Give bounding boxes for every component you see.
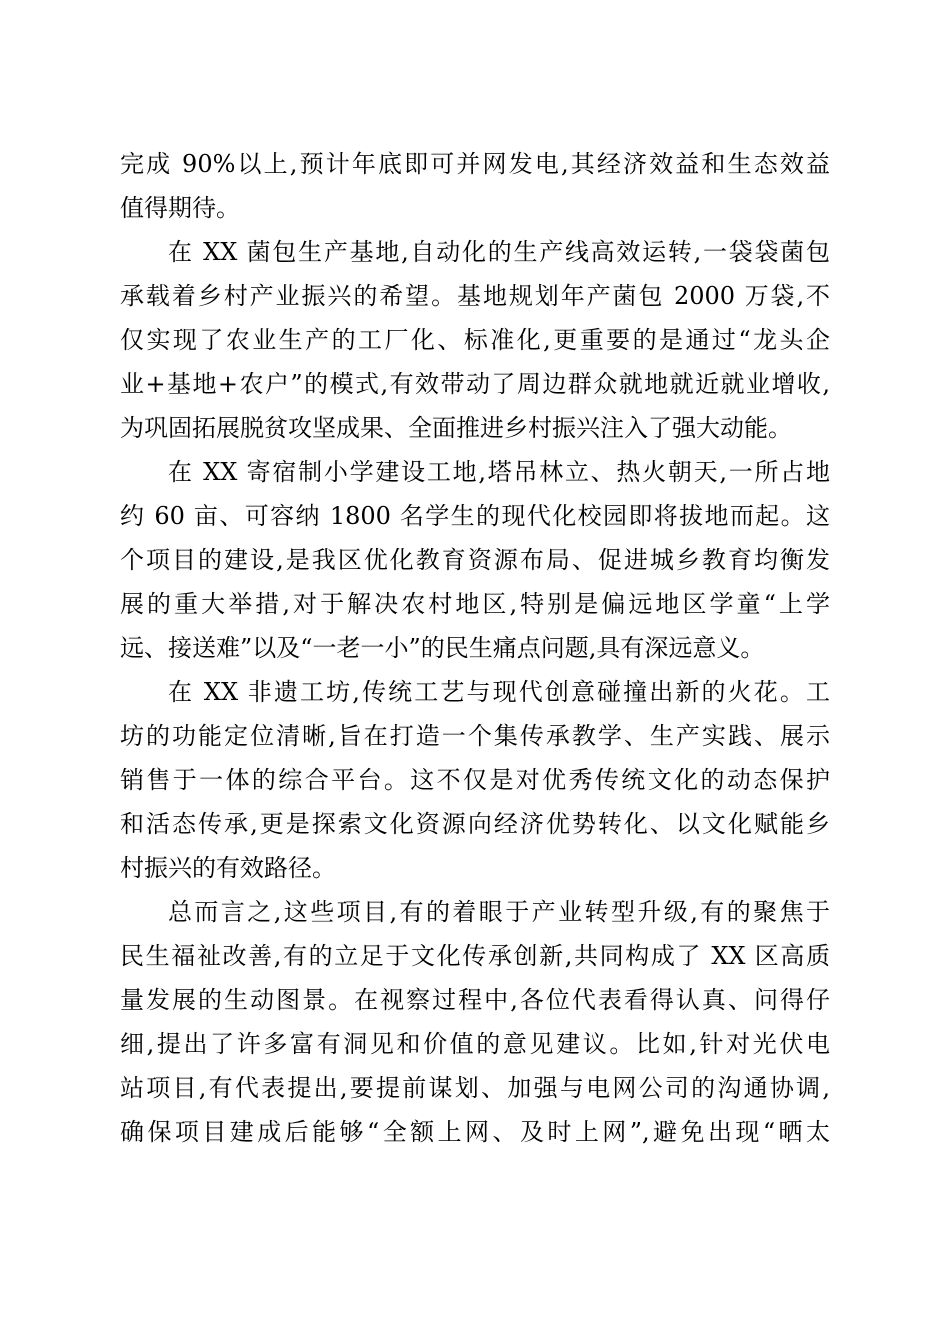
- text-line: 民生福祉改善,有的立足于文化传承创新,共同构成了 XX 区高质: [120, 942, 830, 970]
- text-line: 在 XX 寄宿制小学建设工地,塔吊林立、热火朝天,一所占地: [168, 458, 830, 486]
- text-line: 细,提出了许多富有洞见和价值的意见建议。比如,针对光伏电: [120, 1030, 830, 1058]
- text-line: 销售于一体的综合平台。这不仅是对优秀传统文化的动态保护: [120, 766, 830, 794]
- text-line: 坊的功能定位清晰,旨在打造一个集传承教学、生产实践、展示: [120, 722, 830, 750]
- text-line: 个项目的建设,是我区优化教育资源布局、促进城乡教育均衡发: [120, 546, 830, 574]
- text-line: 在 XX 菌包生产基地,自动化的生产线高效运转,一袋袋菌包: [168, 238, 830, 266]
- text-line: 站项目,有代表提出,要提前谋划、加强与电网公司的沟通协调,: [120, 1074, 830, 1102]
- text-line: 在 XX 非遗工坊,传统工艺与现代创意碰撞出新的火花。工: [168, 678, 830, 706]
- text-line: 总而言之,这些项目,有的着眼于产业转型升级,有的聚焦于: [168, 898, 830, 926]
- text-line: 约 60 亩、可容纳 1800 名学生的现代化校园即将拔地而起。这: [120, 502, 830, 530]
- text-line: 量发展的生动图景。在视察过程中,各位代表看得认真、问得仔: [120, 986, 830, 1014]
- paragraph-1: [120, 142, 830, 230]
- document-body: [120, 142, 830, 1154]
- text-line: 确保项目建成后能够“全额上网、及时上网”,避免出现“晒太: [120, 1118, 830, 1146]
- paragraph-5: [120, 890, 830, 1154]
- text-line: 展的重大举措,对于解决农村地区,特别是偏远地区学童“上学: [120, 590, 830, 618]
- text-line: 完成 90%以上,预计年底即可并网发电,其经济效益和生态效益: [120, 150, 830, 178]
- text-line: 远、接送难”以及“一老一小”的民生痛点问题,具有深远意义。: [120, 634, 765, 662]
- paragraph-4: [120, 670, 830, 890]
- text-line: 仅实现了农业生产的工厂化、标准化,更重要的是通过“龙头企: [120, 326, 830, 354]
- text-line: 值得期待。: [120, 194, 240, 222]
- text-line: 承载着乡村产业振兴的希望。基地规划年产菌包 2000 万袋,不: [120, 282, 830, 310]
- text-line: 业+基地+农户”的模式,有效带动了周边群众就地就近就业增收,: [120, 370, 830, 398]
- paragraph-2: [120, 230, 830, 450]
- text-line: 和活态传承,更是探索文化资源向经济优势转化、以文化赋能乡: [120, 810, 830, 838]
- paragraph-3: [120, 450, 830, 670]
- text-line: 村振兴的有效路径。: [120, 854, 336, 882]
- text-line: 为巩固拓展脱贫攻坚成果、全面推进乡村振兴注入了强大动能。: [120, 414, 792, 442]
